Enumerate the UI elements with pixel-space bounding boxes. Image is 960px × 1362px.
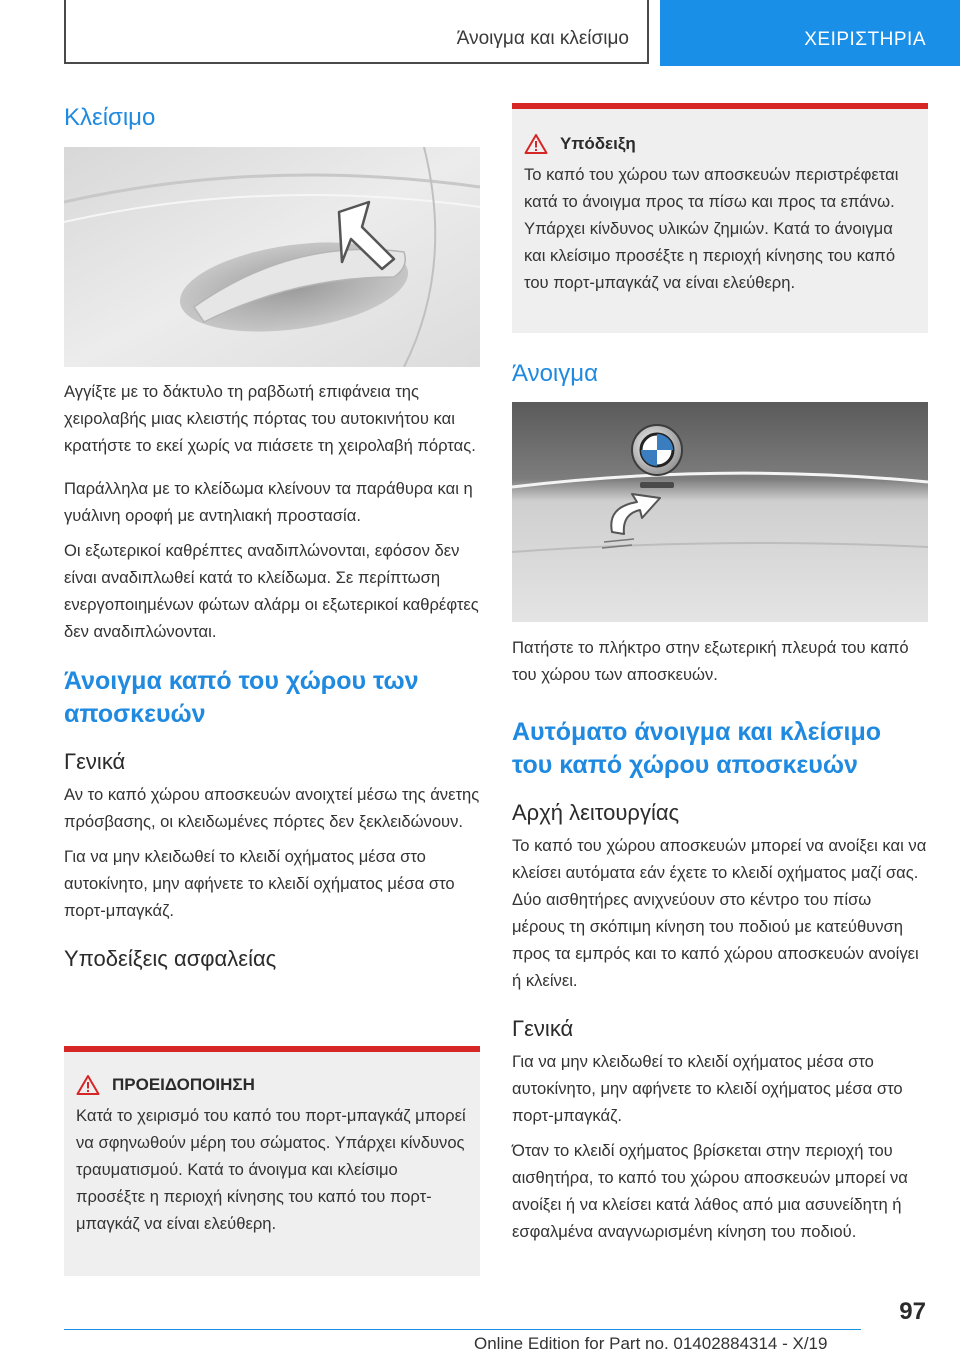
opening-paragraph: Πατήστε το πλήκτρο στην εξωτερική πλευρά του καπό του χώρου των αποσκευών.	[512, 638, 909, 684]
general-paragraph-2: Για να μην κλειδωθεί το κλειδί οχήματος μέσα στο αυτοκίνητο, μην αφήνετε το κλειδί οχήματος μέσα στο πορτ-μπαγκάζ.	[64, 847, 455, 920]
warning-title: ΠΡΟΕΙΔΟΠΟΙΗΣΗ	[112, 1075, 255, 1094]
trunk-opening-heading: Άνοιγμα καπό του χώρου των αποσκευών	[64, 667, 419, 728]
warning-triangle-icon	[76, 1074, 100, 1096]
general2-heading: Γενικά	[512, 1016, 574, 1041]
header-chapter-tab	[660, 0, 960, 66]
closing-paragraph-1: Αγγίξτε με το δάκτυλο τη ραβδωτή επιφάνεια της χειρολαβής μιας κλειστής πόρτας του αυτοκινήτου και κρατήστε το εκεί χωρίς να πιάσετε τη χειρολαβή πόρτας.	[64, 382, 476, 455]
notice-text: Το καπό του χώρου των αποσκευών περιστρέφεται κατά το άνοιγμα προς τα πίσω και προς τα επάνω. Υπάρχει κίνδυνος υλικών ζημιών. Κατά το άνοιγμα και κλείσιμο προσέξτε η περιοχή κίνησης του καπό του πορτ-μπαγκάζ να είναι ελεύθερη.	[524, 165, 899, 292]
closing-paragraph-2: Παράλληλα με το κλείδωμα κλείνουν τα παράθυρα και η γυάλινη οροφή με αντηλιακή προστασία.	[64, 479, 473, 525]
header-section-title: Άνοιγμα και κλείσιμο	[456, 28, 629, 49]
general2-paragraph-2: Όταν το κλειδί οχήματος βρίσκεται στην περιοχή του αισθητήρα, το καπό του χώρου αποσκευών μπορεί να ανοίξει ή να κλείσει κατά λάθος από μια ασυνείδητη ή εσφαλμένα αναγνωρισμένη κίνηση του ποδιού.	[512, 1141, 908, 1241]
general-paragraph-1: Αν το καπό χώρου αποσκευών ανοιχτεί μέσω της άνετης πρόσβασης, οι κλειδωμένες πόρτες δεν ξεκλειδώνουν.	[64, 785, 480, 831]
notice-box	[512, 103, 928, 333]
trunk-button-image	[512, 402, 928, 622]
opening-heading: Άνοιγμα	[512, 360, 598, 387]
closing-paragraph-3: Οι εξωτερικοί καθρέπτες αναδιπλώνονται, εφόσον δεν είναι αναδιπλωθεί κατά το κλείδωμα. Σε περίπτωση ενεργοποιημένων φώτων αλάρμ οι εξωτερικοί καθρέφτες δεν αναδιπλώνονται.	[64, 541, 479, 641]
principle-heading: Αρχή λειτουργίας	[512, 800, 680, 825]
header-section-box	[64, 0, 649, 64]
safety-heading: Υποδείξεις ασφαλείας	[64, 946, 277, 971]
general-heading: Γενικά	[64, 749, 126, 774]
left-column	[64, 378, 482, 972]
closing-heading: Κλείσιμο	[64, 104, 156, 131]
footer-edition: Online Edition for Part no. 01402884314 - X/19	[474, 1334, 828, 1353]
warning-header	[76, 1074, 468, 1096]
notice-title: Υπόδειξη	[560, 134, 636, 153]
door-handle-image	[64, 147, 480, 367]
page-header	[0, 0, 960, 66]
page-number: 97	[899, 1298, 926, 1325]
right-column	[512, 634, 928, 1245]
notice-header	[524, 133, 916, 155]
warning-text: Κατά το χειρισμό του καπό του πορτ-μπαγκάζ μπορεί να σφηνωθούν μέρη του σώματος. Υπάρχει κίνδυνος τραυματισμού. Κατά το άνοιγμα και κλείσιμο προσέξτε η περιοχή κίνησης του καπό του πορτ-μπαγκάζ να είναι ελεύθερη.	[76, 1106, 466, 1233]
auto-opening-heading: Αυτόματο άνοιγμα και κλείσιμο του καπό χώρου αποσκευών	[512, 718, 882, 779]
footer-divider	[64, 1329, 861, 1330]
warning-triangle-icon	[524, 133, 548, 155]
principle-paragraph: Το καπό του χώρου αποσκευών μπορεί να ανοίξει και να κλείσει αυτόματα εάν έχετε το κλειδί οχήματος μαζί σας. Δύο αισθητήρες ανιχνεύουν στο κέντρο του πίσω μέρους τη σκόπιμη κίνηση του ποδιού με κατεύθυνση προς τα εμπρός και το καπό χώρου αποσκευών ανοίγει ή κλείνει.	[512, 836, 927, 990]
general2-paragraph-1: Για να μην κλειδωθεί το κλειδί οχήματος μέσα στο αυτοκίνητο, μην αφήνετε το κλειδί οχήματος μέσα στο πορτ-μπαγκάζ.	[512, 1052, 903, 1125]
chapter-tab-label: ΧΕΙΡΙΣΤΗΡΙΑ	[804, 29, 926, 50]
warning-box	[64, 1046, 480, 1276]
